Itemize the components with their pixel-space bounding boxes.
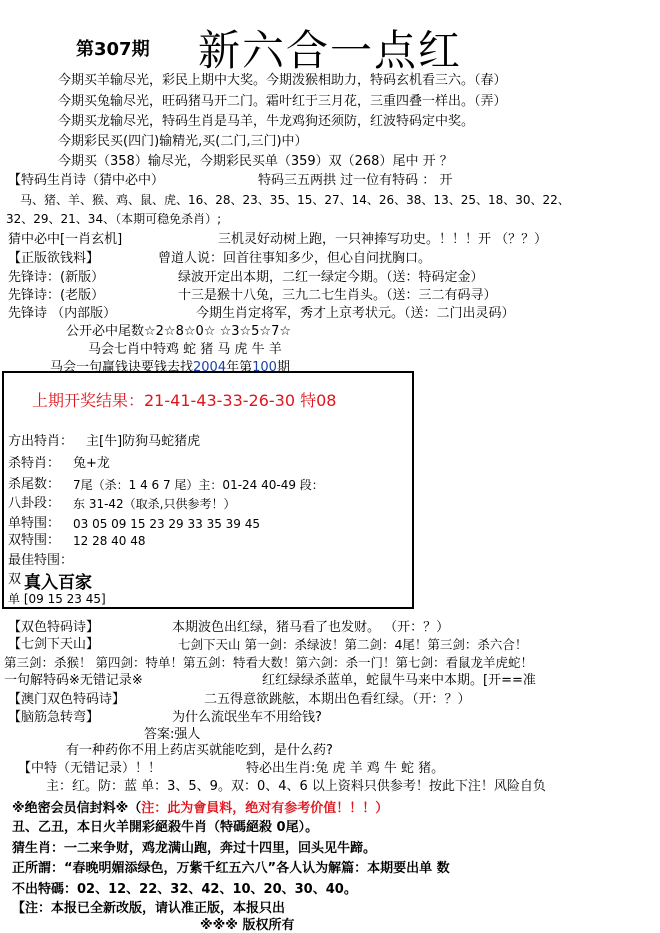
aomen-text: 二五得意欲跳舷，本期出色看红绿。（开：？）	[204, 692, 471, 707]
result-label-6: 双特围：	[8, 533, 61, 548]
result-last-row: 单 [09 15 23 45]	[8, 592, 106, 606]
chou-line: 丑、乙丑，本日火羊開彩絕殺牛肖（特碼絕殺 0尾）。	[12, 820, 319, 835]
result-label-2: 杀特肖：	[8, 456, 61, 471]
result-label-3: 杀尾数：	[8, 477, 61, 492]
result-stamp-prefix: 双	[8, 572, 22, 587]
result-value-4: 东 31-42（取杀,只供参考！）	[73, 497, 236, 511]
guess-text: 三机灵好动树上跑，一只神捧写功史。！！！开 （？？）	[218, 232, 548, 247]
zhengjie-line: 正所謂：“春晚明媚添绿色，万紫千红五六八”各人认为解篇：本期要出单 数	[12, 861, 450, 876]
authentic-label: 【正版欲钱料】	[8, 251, 100, 266]
horse-bet-year: 2004	[193, 360, 227, 375]
result-value-3: 7尾（杀：1 4 6 7 尾）主：01-24 40-49 段：	[73, 478, 324, 492]
yiju-text: 红红绿绿杀蓝单，蛇鼠牛马来中本期。[开==准	[262, 673, 536, 688]
result-value-2: 兔+龙	[73, 456, 110, 471]
answer-1: 答案:强人	[144, 727, 201, 742]
qijian-label: 【七剑下天山】	[8, 637, 100, 652]
note-line: 【注：本报已全新改版，请认准正版，本报只出	[12, 901, 286, 916]
horse-zodiac-line: 马会七肖中特鸡 蛇 猪 马 虎 牛 羊	[88, 342, 282, 357]
result-value-6: 12 28 40 48	[73, 534, 146, 548]
zhongte-label: 【中特（无错记录）！！	[18, 761, 162, 776]
riddle: 有一种药你不用上药店买就能吃到，是什么药?	[66, 743, 333, 758]
yiju-label: 一句解特码※无错记录※	[4, 673, 143, 688]
shuangse-text: 本期波色出红绿，猪马看了也发财。 （开：？）	[172, 620, 450, 635]
qijian-line-2: 第三剑：杀猴！ 第四剑：特单！第五剑：特看大数！第六剑：杀一门！第七剑：看鼠龙羊虎蛇！	[4, 655, 533, 670]
result-value-1: 主[牛]防狗马蛇猪虎	[86, 434, 201, 449]
result-stamp: 真入百家	[24, 573, 92, 593]
zodiac-poem-line: 特码三五两拱 过一位有特码 ： 开	[258, 173, 453, 188]
result-label-7: 最佳特围：	[8, 553, 74, 568]
zodiac-poem-label: 【特码生肖诗（猜中必中）	[8, 173, 165, 188]
poem-line-5: 今期买（358）输尽光，今期彩民买单（359）双（268）尾中 开 ？	[58, 154, 453, 169]
poem-line-4: 今期彩民买(四门)输精光,买(二门,三门)中）	[58, 134, 308, 149]
poem-line-3: 今期买龙输尽光，特码生肖是马羊，牛龙鸡狗还须防，红波特码定中奖。	[58, 114, 475, 129]
shuangse-label: 【双色特码诗】	[8, 620, 100, 635]
member-label	[12, 797, 388, 816]
zodiac-numbers-2: 32、29、21、34、（本期可稳免杀肖）;	[6, 212, 222, 226]
member-label-text: ※绝密会员信封料※（	[12, 801, 142, 816]
member-note: 注：此为會員料，绝对有参考价值！！！）	[141, 801, 389, 816]
results-title: 上期开奖结果：21-41-43-33-26-30 特08	[32, 391, 337, 410]
pioneer-text-3: 今期生肖定将军，秀才上京考状元。（送：二门出灵码）	[196, 306, 515, 321]
result-value-5: 03 05 09 15 23 29 33 35 39 45	[73, 517, 261, 531]
result-label-1: 方出特肖：	[8, 434, 74, 449]
horse-bet-text: 马会一句赢钱诀要钱去找	[50, 360, 194, 375]
naojin-label: 【脑筋急转弯】	[8, 710, 100, 725]
zodiac-numbers-1: 马、猪、羊、猴、鸡、鼠、虎、16、28、23、35、15、27、14、26、38、13、25、18、30、22、	[20, 193, 570, 207]
wave-line: 主：红。防：蓝 单：3、5、9。双：0、4、6 以上资料只供参考！按此下注！风险自负	[46, 779, 546, 794]
poem-line-1: 今期买羊输尽光，彩民上期中大奖。今期泼猴相助力，特码玄机看三六。（春）	[58, 73, 507, 88]
horse-bet-num: 100	[252, 360, 277, 375]
pioneer-label-1: 先锋诗：(新版）	[8, 270, 105, 285]
pioneer-text-1: 绿波开定出本期，二红一绿定今期。（送：特码定金）	[178, 270, 484, 285]
aomen-label: 【澳门双色特码诗】	[8, 692, 126, 707]
horse-bet-mid: 年第	[226, 360, 253, 375]
result-label-5: 单特围：	[8, 516, 61, 531]
zhongte-text: 特必出生肖:兔 虎 羊 鸡 牛 蛇 猪。	[246, 761, 445, 776]
pioneer-text-2: 十三是猴十八兔，三九二七生肖头。（送：三二有码寻）	[178, 288, 497, 303]
pioneer-label-2: 先锋诗：(老版）	[8, 288, 105, 303]
authentic-text: 曾道人说：回首往事知多少，但心自问扰胸口。	[158, 251, 432, 266]
poem-line-2: 今期买兔输尽光，旺码猪马开二门。霜叶红于三月花，三重四叠一样出。（弄）	[58, 94, 507, 109]
buchu-line: 不出特碼：02、12、22、32、42、10、20、30、40。	[12, 882, 357, 897]
pioneer-label-3: 先锋诗 （内部版）	[8, 306, 117, 321]
page-title: 新六合一点红	[198, 26, 463, 75]
issue-number: 第307期	[76, 39, 150, 60]
result-label-4: 八卦段：	[8, 496, 61, 511]
caisheng-line: 猜生肖：一二来争财，鸡龙满山跑，奔过十四里，回头见牛蹄。	[12, 841, 377, 856]
guess-label: 猜中必中[一肖玄机]	[8, 232, 123, 247]
public-tail-line: 公开必中尾数☆2☆8☆0☆ ☆3☆5☆7☆	[66, 324, 291, 339]
copyright-line: ※※※ 版权所有	[200, 918, 295, 933]
qijian-text: 七剑下天山 第一剑：杀绿波！第二剑：4尾！第三剑：杀六合！	[178, 637, 528, 652]
horse-bet-end: 期	[276, 360, 290, 375]
naojin-text: 为什么流氓坐车不用给钱?	[172, 710, 322, 725]
